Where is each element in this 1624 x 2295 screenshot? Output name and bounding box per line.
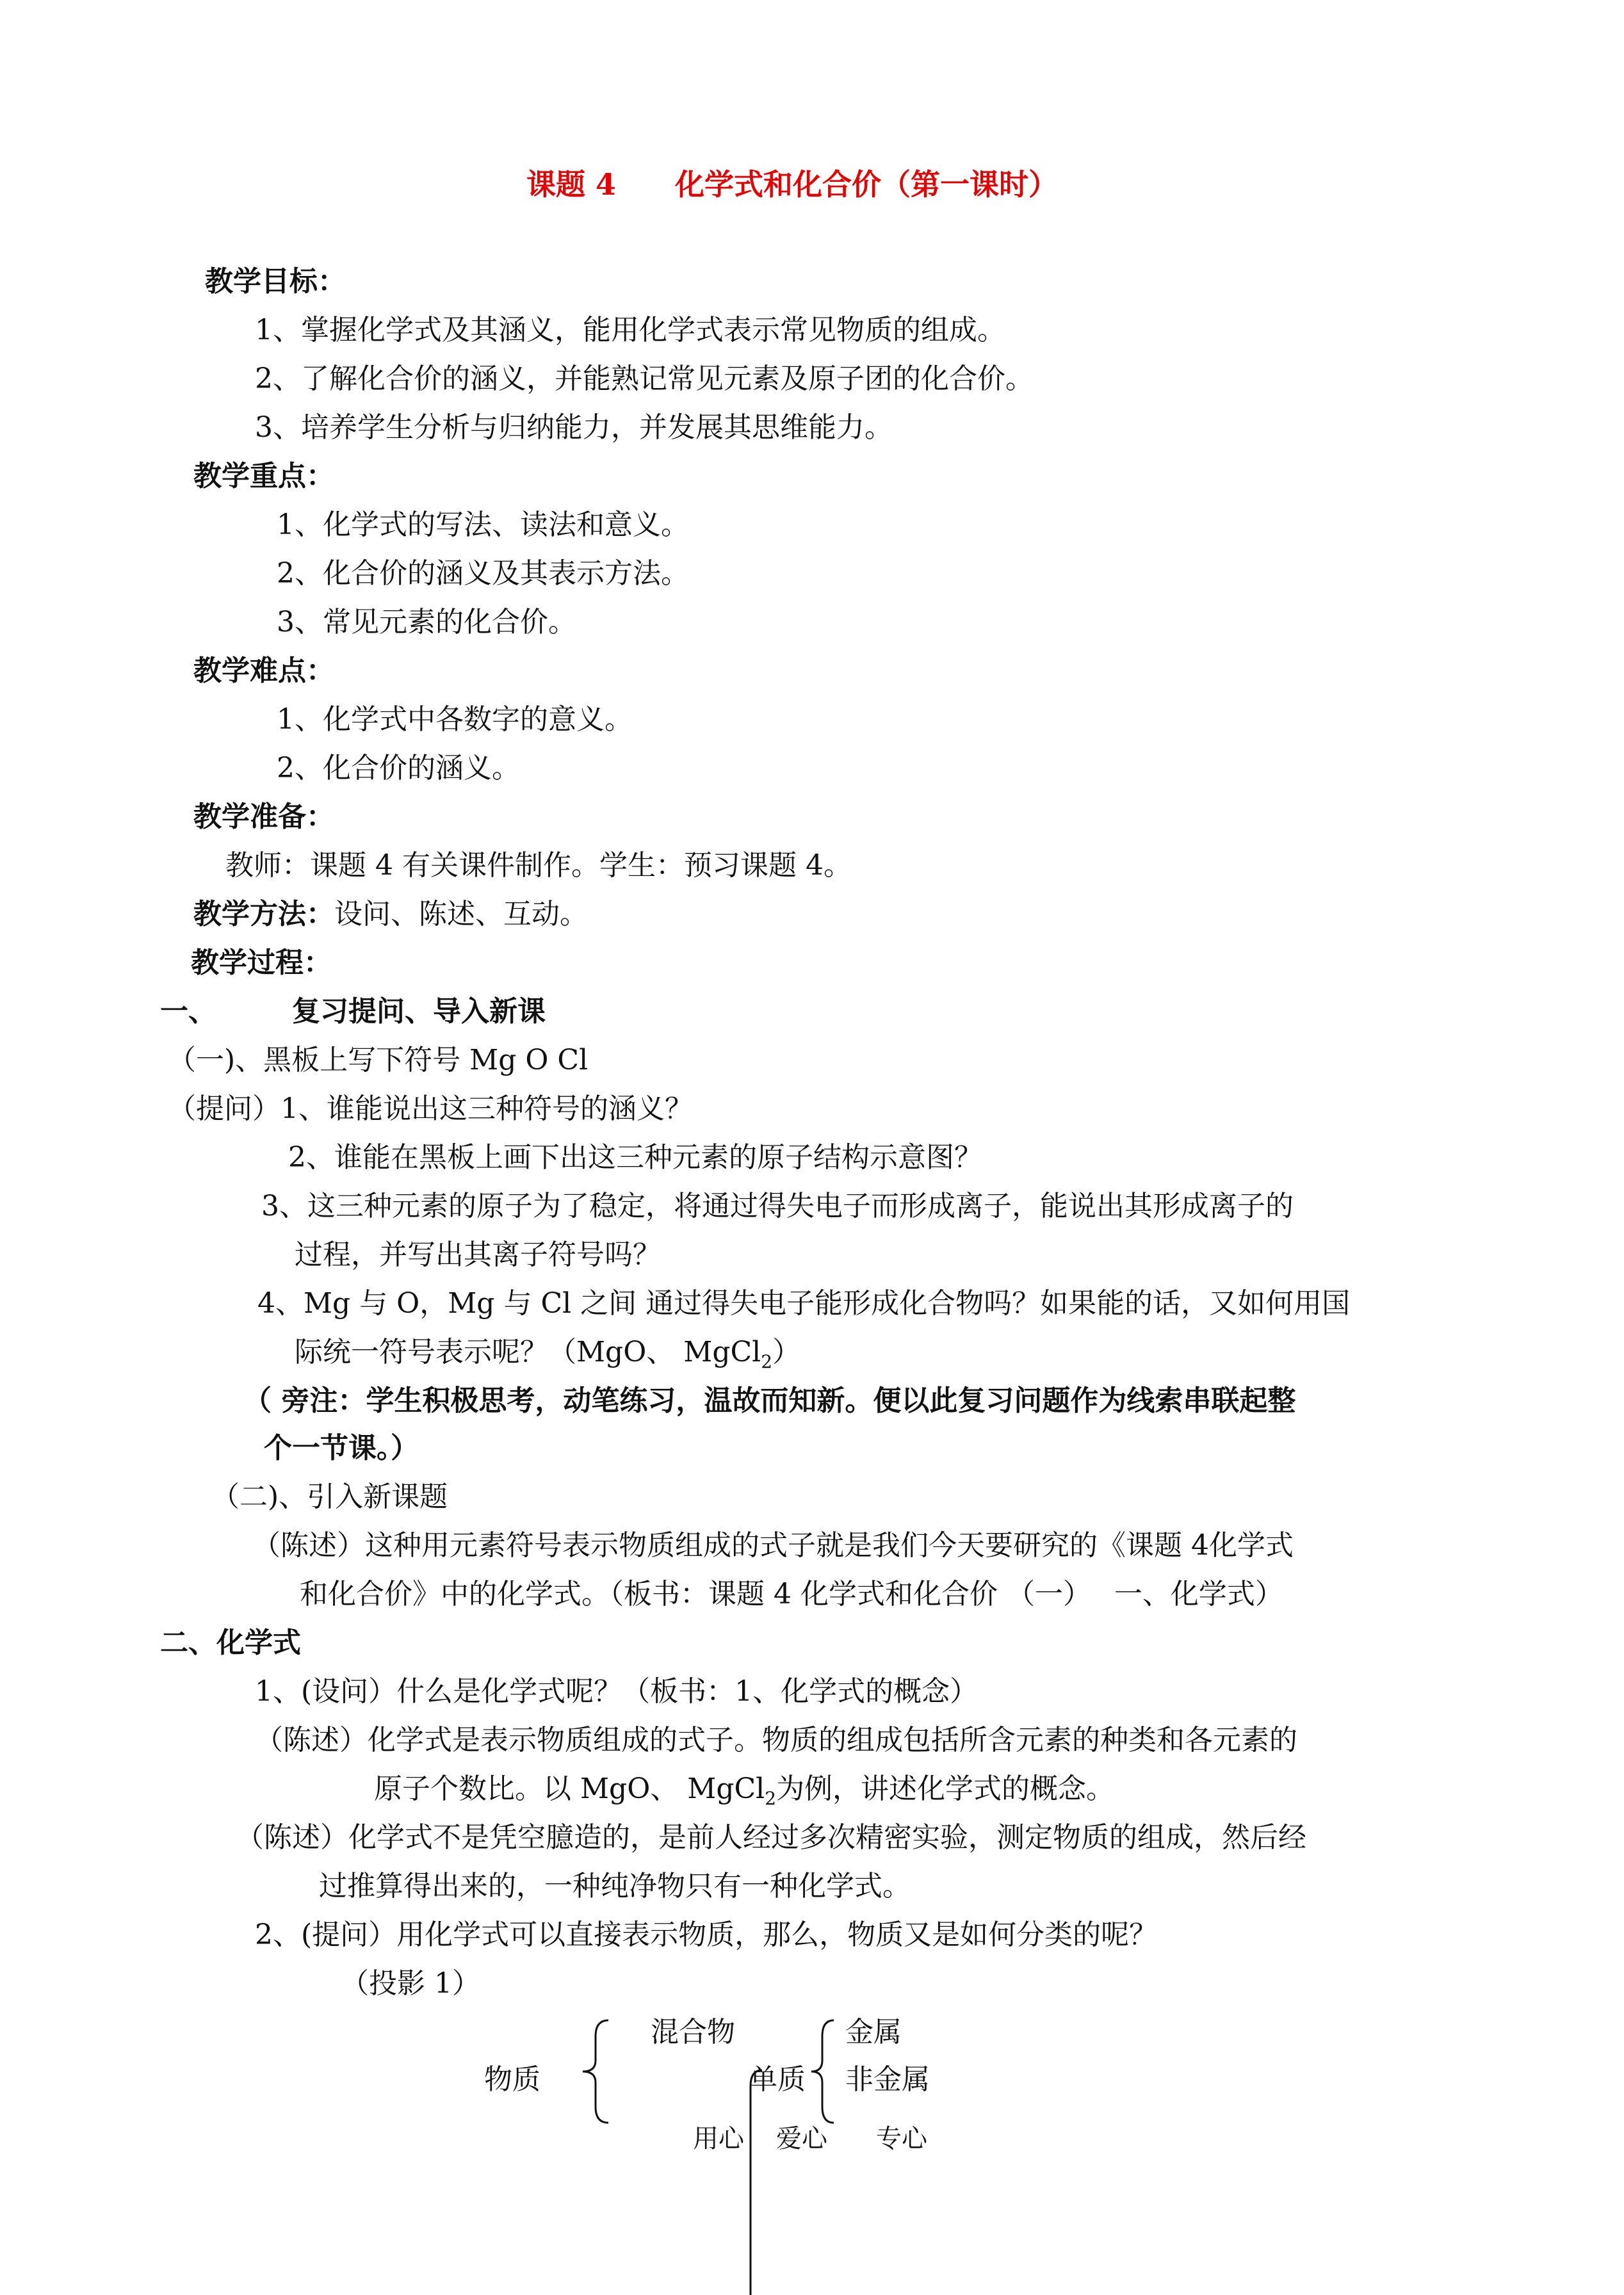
section1-title: 复习提问、导入新课 [292, 995, 546, 1028]
objective-item: 1、掌握化学式及其涵义，能用化学式表示常见物质的组成。 [255, 314, 1005, 346]
difficulties-heading: 教学难点： [193, 654, 334, 687]
preparation-heading: 教学准备： [193, 800, 334, 833]
objective-item: 3、培养学生分析与归纳能力，并发展其思维能力。 [255, 411, 893, 444]
objective-item: 2、了解化合价的涵义，并能熟记常见元素及原子团的化合价。 [255, 362, 1034, 395]
method-heading: 教学方法： [193, 898, 334, 930]
diagram-brace-left [576, 2017, 615, 2126]
key-points-heading: 教学重点： [193, 460, 334, 492]
footer-text-2: 爱心 [776, 2124, 827, 2153]
diagram-mixture: 混合物 [651, 2016, 735, 2048]
footer-text-3: 专心 [876, 2124, 927, 2153]
question-2: 2、谁能在黑板上画下出这三种元素的原子结构示意图？ [288, 1141, 982, 1174]
key-point-item: 1、化学式的写法、读法和意义。 [277, 508, 689, 541]
intro-statement: （陈述）这种用元素符号表示物质组成的式子就是我们今天要研究的《课题 4化学式 [252, 1529, 1294, 1562]
diagram-root: 物质 [484, 2063, 540, 2096]
difficulty-item: 2、化合价的涵义。 [277, 752, 520, 784]
section2-p3: （陈述）化学式不是凭空臆造的，是前人经过多次精密实验，测定物质的组成，然后经 [236, 1821, 1306, 1854]
diagram-brace-right [808, 2017, 840, 2126]
subscript: 2 [761, 1350, 773, 1372]
side-note: （ 旁注：学生积极思考，动笔练习，温故而知新。便以此复习问题作为线索串联起整 [243, 1384, 1296, 1417]
side-note-cont: 个一节课。） [264, 1432, 419, 1464]
section2-p3-cont: 过推算得出来的，一种纯净物只有一种化学式。 [319, 1870, 911, 1902]
preparation-text: 教师：课题 4 有关课件制作。学生：预习课题 4。 [225, 849, 852, 882]
diagram-brace-lower [736, 2067, 768, 2295]
process-heading: 教学过程： [191, 946, 332, 979]
section2-p4: 2、(提问）用化学式可以直接表示物质，那么，物质又是如何分类的呢？ [255, 1918, 1158, 1951]
section1-number: 一、 [160, 995, 216, 1028]
question-3: 3、这三种元素的原子为了稳定，将通过得失电子而形成离子，能说出其形成离子的 [261, 1190, 1294, 1222]
diagram-element: 单质 [749, 2063, 806, 2096]
method-line [193, 895, 588, 934]
question-1: （提问）1、谁能说出这三种符号的涵义？ [168, 1092, 693, 1125]
question-4-text: 际统一符号表示呢？（MgO、 MgCl [295, 1336, 761, 1368]
key-point-item: 2、化合价的涵义及其表示方法。 [277, 557, 689, 590]
intro-statement-cont: 和化合价》中的化学式。（板书：课题 4 化学式和化合价 （一） 一、化学式） [300, 1578, 1283, 1610]
question-3-cont: 过程，并写出其离子符号吗？ [295, 1238, 661, 1271]
objectives-heading: 教学目标： [205, 265, 346, 298]
section2-p2-cont [374, 1770, 1114, 1818]
page-title: 课题 4 化学式和化合价（第一课时） [526, 167, 1059, 202]
difficulty-item: 1、化学式中各数字的意义。 [277, 703, 633, 736]
section2-p1: 1、(设问）什么是化学式呢？（板书：1、化学式的概念） [255, 1675, 978, 1708]
question-4-end: ） [772, 1336, 801, 1368]
key-point-item: 3、常见元素的化合价。 [277, 606, 576, 638]
question-4: 4、Mg 与 O，Mg 与 Cl 之间 通过得失电子能形成化合物吗？如果能的话，又如何用国 [257, 1287, 1351, 1320]
footer-text-1: 用心 [693, 2124, 744, 2153]
section1-sub1: （一)、黑板上写下符号 Mg O Cl [168, 1044, 589, 1076]
method-text: 设问、陈述、互动。 [334, 898, 588, 930]
section2-title: 二、化学式 [160, 1626, 301, 1659]
section2-p2-end: 为例，讲述化学式的概念。 [776, 1772, 1115, 1805]
subscript: 2 [765, 1787, 777, 1809]
section2-p2: （陈述）化学式是表示物质组成的式子。物质的组成包括所含元素的种类和各元素的 [255, 1724, 1297, 1756]
projection-label: （投影 1） [341, 1967, 480, 2000]
question-4-cont [295, 1333, 800, 1381]
diagram-nonmetal: 非金属 [845, 2063, 930, 2096]
section1-sub2: （二)、引入新课题 [211, 1480, 448, 1513]
section2-p2-text: 原子个数比。以 MgO、 MgCl [374, 1772, 765, 1805]
diagram-metal: 金属 [845, 2016, 902, 2048]
